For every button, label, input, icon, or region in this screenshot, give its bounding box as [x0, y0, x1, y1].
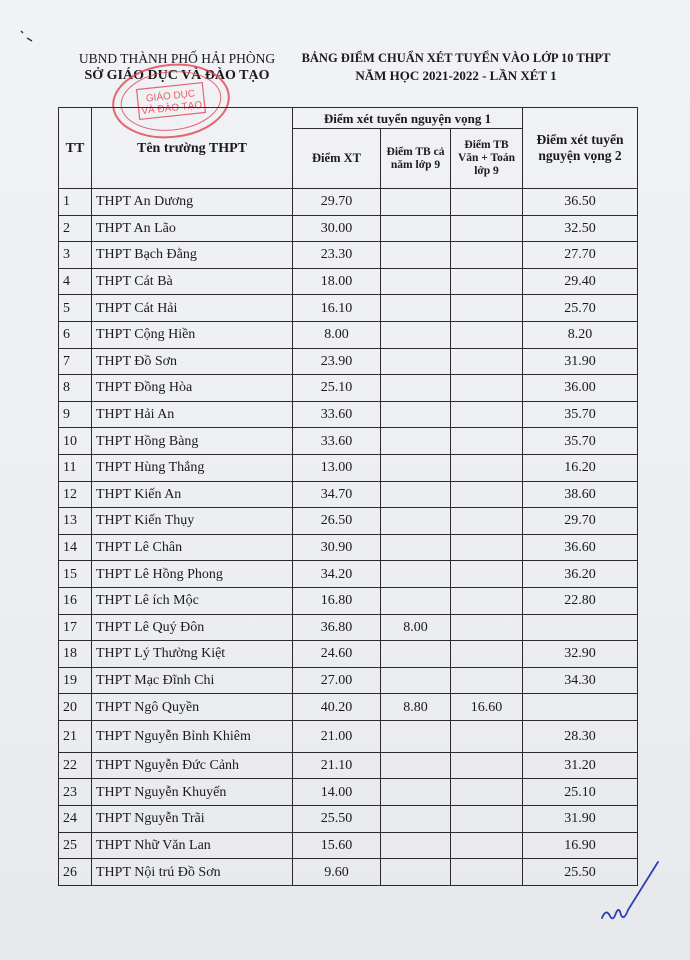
cell-tb-van-toan: [451, 401, 523, 428]
cell-school-name: THPT An Dương: [92, 189, 293, 216]
cell-tt: 11: [59, 454, 92, 481]
cell-diem-xt: 27.00: [293, 667, 381, 694]
cell-diem-xt: 23.30: [293, 242, 381, 269]
header-tb-van-toan: Điểm TB Văn + Toán lớp 9: [451, 129, 523, 189]
table-row: [59, 242, 638, 269]
cell-tt: 20: [59, 694, 92, 721]
cell-school-name: THPT Nguyễn Đức Cảnh: [92, 752, 293, 779]
cell-nv2: 36.60: [523, 534, 638, 561]
org-line-1: UBND THÀNH PHỐ HẢI PHÒNG: [78, 51, 276, 66]
cell-diem-xt: 33.60: [293, 428, 381, 455]
cell-tb-ca-nam: [381, 561, 451, 588]
cell-school-name: THPT Lê Chân: [92, 534, 293, 561]
admission-scores-table: [58, 107, 638, 886]
cell-diem-xt: 25.10: [293, 375, 381, 402]
cell-school-name: THPT An Lão: [92, 215, 293, 242]
table-row: [59, 428, 638, 455]
document-title: [286, 50, 626, 85]
cell-school-name: THPT Lê ích Mộc: [92, 587, 293, 614]
cell-nv2: 31.90: [523, 806, 638, 833]
table-row: [59, 859, 638, 886]
cell-tt: 25: [59, 832, 92, 859]
cell-tb-ca-nam: [381, 587, 451, 614]
cell-tb-van-toan: [451, 321, 523, 348]
cell-school-name: THPT Hồng Bàng: [92, 428, 293, 455]
cell-tb-ca-nam: [381, 832, 451, 859]
cell-nv2: 28.30: [523, 720, 638, 752]
cell-tb-van-toan: [451, 806, 523, 833]
cell-nv2: 25.70: [523, 295, 638, 322]
table-row: [59, 295, 638, 322]
cell-tt: 12: [59, 481, 92, 508]
cell-tb-van-toan: [451, 832, 523, 859]
table-body: [59, 189, 638, 886]
cell-tt: 18: [59, 641, 92, 668]
table-row: [59, 481, 638, 508]
cell-tt: 22: [59, 752, 92, 779]
cell-diem-xt: 8.00: [293, 321, 381, 348]
cell-school-name: THPT Đồ Sơn: [92, 348, 293, 375]
stamp-text-bottom: VÀ ĐÀO TẠO: [140, 99, 203, 118]
cell-tb-van-toan: 16.60: [451, 694, 523, 721]
stamp-text-top: GIÁO DỤC: [145, 88, 196, 105]
cell-school-name: THPT Bạch Đằng: [92, 242, 293, 269]
cell-school-name: THPT Hải An: [92, 401, 293, 428]
cell-tt: 23: [59, 779, 92, 806]
handwritten-signature: [598, 858, 668, 928]
table-row: [59, 667, 638, 694]
cell-tb-ca-nam: [381, 752, 451, 779]
cell-tb-van-toan: [451, 375, 523, 402]
cell-tt: 4: [59, 268, 92, 295]
table-row: [59, 375, 638, 402]
cell-school-name: THPT Đồng Hòa: [92, 375, 293, 402]
cell-school-name: THPT Lý Thường Kiệt: [92, 641, 293, 668]
cell-tt: 24: [59, 806, 92, 833]
header-diem-xt: Điểm XT: [293, 129, 381, 189]
cell-tb-van-toan: [451, 587, 523, 614]
cell-diem-xt: 30.00: [293, 215, 381, 242]
cell-school-name: THPT Mạc Đĩnh Chi: [92, 667, 293, 694]
cell-tb-ca-nam: [381, 295, 451, 322]
table-row: [59, 806, 638, 833]
cell-diem-xt: 33.60: [293, 401, 381, 428]
cell-nv2: 38.60: [523, 481, 638, 508]
cell-school-name: THPT Nguyễn Bỉnh Khiêm: [92, 720, 293, 752]
cell-tb-ca-nam: [381, 189, 451, 216]
table-row: [59, 401, 638, 428]
title-line-1: BẢNG ĐIỂM CHUẨN XÉT TUYỂN VÀO LỚP 10 THPT: [301, 51, 611, 65]
cell-diem-xt: 25.50: [293, 806, 381, 833]
cell-tb-ca-nam: [381, 268, 451, 295]
table-row: [59, 752, 638, 779]
cell-tt: 7: [59, 348, 92, 375]
cell-tb-van-toan: [451, 720, 523, 752]
cell-diem-xt: 15.60: [293, 832, 381, 859]
cell-tb-van-toan: [451, 641, 523, 668]
cell-school-name: THPT Kiến Thụy: [92, 508, 293, 535]
cell-tb-van-toan: [451, 859, 523, 886]
cell-school-name: THPT Cát Hải: [92, 295, 293, 322]
cell-tb-van-toan: [451, 779, 523, 806]
cell-tt: 19: [59, 667, 92, 694]
cell-tb-van-toan: [451, 428, 523, 455]
table-row: [59, 189, 638, 216]
cell-tb-van-toan: [451, 348, 523, 375]
cell-tb-van-toan: [451, 481, 523, 508]
cell-diem-xt: 34.20: [293, 561, 381, 588]
cell-school-name: THPT Lê Hồng Phong: [92, 561, 293, 588]
table-row: [59, 614, 638, 641]
cell-tt: 17: [59, 614, 92, 641]
cell-diem-xt: 23.90: [293, 348, 381, 375]
cell-diem-xt: 29.70: [293, 189, 381, 216]
cell-nv2: 32.50: [523, 215, 638, 242]
cell-diem-xt: 21.10: [293, 752, 381, 779]
cell-nv2: 8.20: [523, 321, 638, 348]
cell-diem-xt: 21.00: [293, 720, 381, 752]
cell-tb-van-toan: [451, 268, 523, 295]
cell-tb-van-toan: [451, 508, 523, 535]
cell-nv2: 29.40: [523, 268, 638, 295]
cell-tt: 13: [59, 508, 92, 535]
cell-tt: 3: [59, 242, 92, 269]
cell-diem-xt: 26.50: [293, 508, 381, 535]
header-tb-ca-nam: Điểm TB cả năm lớp 9: [381, 129, 451, 189]
cell-tb-ca-nam: [381, 348, 451, 375]
cell-diem-xt: 9.60: [293, 859, 381, 886]
cell-tb-ca-nam: [381, 242, 451, 269]
cell-tb-ca-nam: [381, 454, 451, 481]
pen-mark: [18, 28, 38, 44]
cell-diem-xt: 24.60: [293, 641, 381, 668]
cell-nv2: 32.90: [523, 641, 638, 668]
cell-diem-xt: 40.20: [293, 694, 381, 721]
cell-tt: 14: [59, 534, 92, 561]
cell-tt: 2: [59, 215, 92, 242]
cell-diem-xt: 14.00: [293, 779, 381, 806]
cell-tt: 16: [59, 587, 92, 614]
cell-diem-xt: 16.10: [293, 295, 381, 322]
cell-tb-van-toan: [451, 534, 523, 561]
cell-tb-van-toan: [451, 614, 523, 641]
cell-tt: 5: [59, 295, 92, 322]
cell-school-name: THPT Kiến An: [92, 481, 293, 508]
cell-nv2: 25.50: [523, 859, 638, 886]
cell-nv2: 25.10: [523, 779, 638, 806]
cell-nv2: 16.20: [523, 454, 638, 481]
cell-tb-ca-nam: [381, 215, 451, 242]
cell-tb-ca-nam: [381, 641, 451, 668]
table-row: [59, 348, 638, 375]
cell-nv2: [523, 694, 638, 721]
org-line-2: SỞ GIÁO DỤC VÀ ĐÀO TẠO: [84, 68, 270, 83]
cell-tb-ca-nam: [381, 779, 451, 806]
cell-diem-xt: 13.00: [293, 454, 381, 481]
cell-tb-ca-nam: [381, 401, 451, 428]
table-row: [59, 641, 638, 668]
cell-tb-van-toan: [451, 752, 523, 779]
cell-nv2: 36.50: [523, 189, 638, 216]
cell-nv2: 16.90: [523, 832, 638, 859]
header-nv1-group: Điểm xét tuyển nguyện vọng 1: [293, 108, 523, 129]
table-row: [59, 508, 638, 535]
cell-tb-van-toan: [451, 667, 523, 694]
cell-tt: 15: [59, 561, 92, 588]
cell-school-name: THPT Nguyễn Trãi: [92, 806, 293, 833]
cell-nv2: 35.70: [523, 401, 638, 428]
cell-tb-ca-nam: [381, 321, 451, 348]
table-row: [59, 561, 638, 588]
cell-nv2: 22.80: [523, 587, 638, 614]
cell-tt: 6: [59, 321, 92, 348]
cell-tb-van-toan: [451, 242, 523, 269]
table-row: [59, 321, 638, 348]
cell-nv2: 29.70: [523, 508, 638, 535]
cell-tb-ca-nam: 8.80: [381, 694, 451, 721]
cell-school-name: THPT Ngô Quyền: [92, 694, 293, 721]
cell-tb-ca-nam: [381, 428, 451, 455]
cell-diem-xt: 30.90: [293, 534, 381, 561]
cell-tb-van-toan: [451, 215, 523, 242]
table-row: [59, 720, 638, 752]
cell-nv2: 36.00: [523, 375, 638, 402]
cell-tt: 9: [59, 401, 92, 428]
cell-tb-ca-nam: [381, 508, 451, 535]
cell-tt: 8: [59, 375, 92, 402]
cell-tb-ca-nam: [381, 481, 451, 508]
cell-tb-ca-nam: [381, 667, 451, 694]
cell-school-name: THPT Hùng Thắng: [92, 454, 293, 481]
title-line-2: NĂM HỌC 2021-2022 - LẦN XÉT 1: [355, 68, 557, 83]
cell-diem-xt: 36.80: [293, 614, 381, 641]
header-tt: TT: [59, 108, 92, 189]
table-row: [59, 832, 638, 859]
cell-school-name: THPT Cộng Hiền: [92, 321, 293, 348]
cell-nv2: 34.30: [523, 667, 638, 694]
cell-school-name: THPT Nguyễn Khuyến: [92, 779, 293, 806]
cell-tt: 21: [59, 720, 92, 752]
header-school-name: Tên trường THPT: [92, 108, 293, 189]
table-row: [59, 215, 638, 242]
table-row: [59, 587, 638, 614]
cell-school-name: THPT Nội trú Đồ Sơn: [92, 859, 293, 886]
cell-nv2: 36.20: [523, 561, 638, 588]
table-row: [59, 694, 638, 721]
cell-tt: 1: [59, 189, 92, 216]
cell-tt: 10: [59, 428, 92, 455]
cell-tb-van-toan: [451, 454, 523, 481]
cell-nv2: 31.90: [523, 348, 638, 375]
table-row: [59, 268, 638, 295]
cell-tb-ca-nam: [381, 806, 451, 833]
cell-tb-van-toan: [451, 189, 523, 216]
table-row: [59, 779, 638, 806]
cell-tb-ca-nam: 8.00: [381, 614, 451, 641]
table-row: [59, 454, 638, 481]
cell-tb-van-toan: [451, 561, 523, 588]
cell-tb-ca-nam: [381, 720, 451, 752]
cell-school-name: THPT Cát Bà: [92, 268, 293, 295]
cell-nv2: 27.70: [523, 242, 638, 269]
cell-tb-van-toan: [451, 295, 523, 322]
cell-tt: 26: [59, 859, 92, 886]
cell-nv2: 31.20: [523, 752, 638, 779]
cell-tb-ca-nam: [381, 534, 451, 561]
cell-school-name: THPT Lê Quý Đôn: [92, 614, 293, 641]
table-row: [59, 534, 638, 561]
cell-diem-xt: 16.80: [293, 587, 381, 614]
cell-nv2: [523, 614, 638, 641]
cell-diem-xt: 18.00: [293, 268, 381, 295]
cell-tb-ca-nam: [381, 375, 451, 402]
cell-diem-xt: 34.70: [293, 481, 381, 508]
cell-nv2: 35.70: [523, 428, 638, 455]
cell-school-name: THPT Nhữ Văn Lan: [92, 832, 293, 859]
cell-tb-ca-nam: [381, 859, 451, 886]
header-nv2: Điểm xét tuyển nguyện vọng 2: [523, 108, 638, 189]
